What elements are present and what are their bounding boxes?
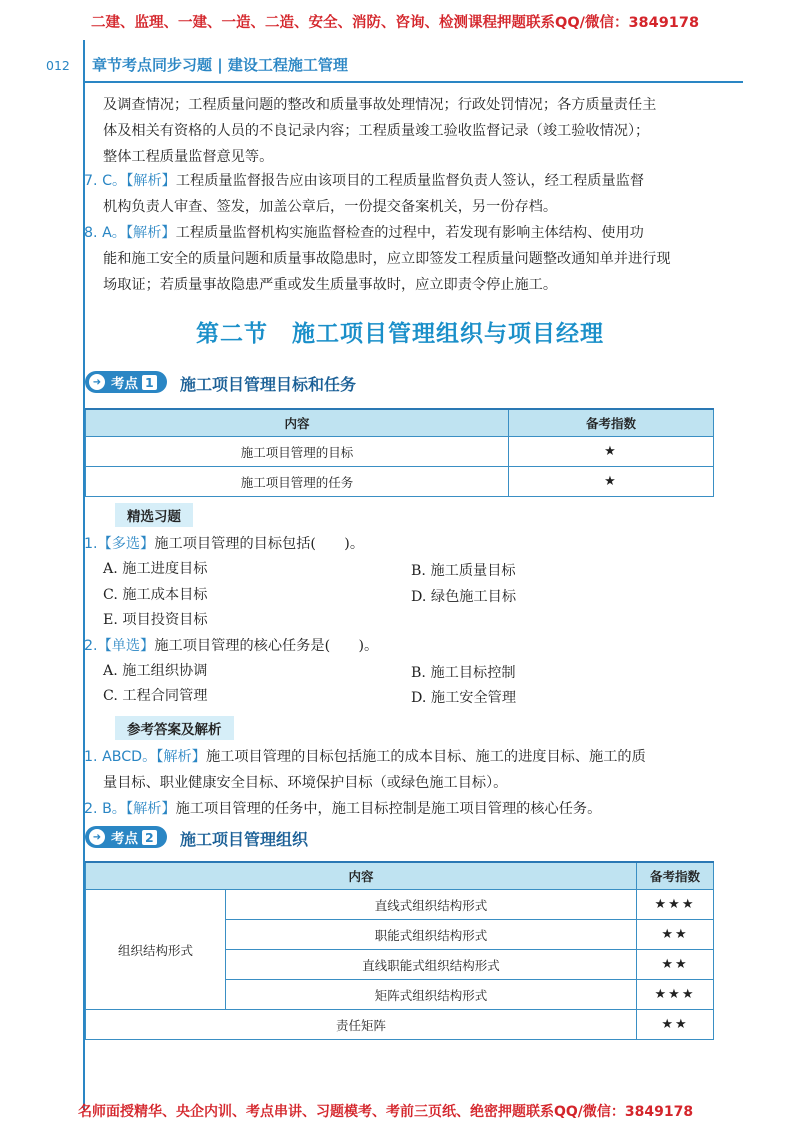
option-d: D. 施工安全管理 bbox=[411, 690, 517, 706]
arrow-icon: ➜ bbox=[89, 829, 105, 845]
table-cell-content: 职能式组织结构形式 bbox=[226, 920, 637, 950]
table-cell-content: 直线式组织结构形式 bbox=[226, 890, 637, 920]
answer-number: 2. bbox=[84, 801, 98, 817]
table-header-index: 备考指数 bbox=[637, 862, 714, 890]
option-c: C. 施工成本目标 bbox=[103, 587, 208, 603]
option-b: B. 施工目标控制 bbox=[411, 665, 516, 681]
table-row bbox=[86, 467, 714, 497]
table-header-content: 内容 bbox=[86, 409, 509, 437]
question-stem: 施工项目管理的目标包括( )。 bbox=[154, 536, 365, 552]
star-rating: ★★★ bbox=[637, 890, 714, 920]
top-ad-banner: 二建、监理、一建、一造、二造、安全、消防、咨询、检测课程押题联系QQ/微信：3849178 bbox=[91, 15, 700, 31]
star-rating: ★★★ bbox=[637, 980, 714, 1010]
kaodian-number: 2 bbox=[142, 830, 157, 845]
running-header-title: 章节考点同步习题 | 建设工程施工管理 bbox=[92, 56, 348, 74]
option-b: B. 施工质量目标 bbox=[411, 563, 516, 579]
question-stem: 施工项目管理的核心任务是( )。 bbox=[154, 638, 379, 654]
answer-item-1 bbox=[84, 744, 646, 796]
kaodian-label: 考点 bbox=[111, 376, 138, 392]
question-number: 2. bbox=[84, 638, 98, 654]
answer-number: 1. bbox=[84, 749, 98, 765]
table-cell-content: 矩阵式组织结构形式 bbox=[226, 980, 637, 1010]
exercise-section-label: 精选习题 bbox=[115, 503, 193, 527]
answer-item-7 bbox=[84, 168, 644, 220]
question-type: 【多选】 bbox=[97, 536, 155, 552]
table-row bbox=[86, 890, 714, 920]
table-header-content: 内容 bbox=[86, 862, 637, 890]
answer-text: 机构负责人审查、签发，加盖公章后，一份提交备案机关，另一份存档。 bbox=[103, 199, 558, 215]
table-group-label: 组织结构形式 bbox=[86, 890, 226, 1010]
answer-item-8 bbox=[84, 220, 671, 298]
kaodian-label: 考点 bbox=[111, 831, 138, 847]
intro-paragraph bbox=[103, 92, 656, 170]
kaodian-2-badge bbox=[85, 826, 167, 848]
answer-text: 场取证；若质量事故隐患严重或发生质量事故时，应立即责令停止施工。 bbox=[103, 277, 558, 293]
table-cell-content: 施工项目管理的目标 bbox=[86, 437, 509, 467]
answer-text: 工程质量监督报告应由该项目的工程质量监督负责人签认，经工程质量监督 bbox=[175, 173, 645, 189]
table-cell-content: 责任矩阵 bbox=[86, 1010, 637, 1040]
question-type: 【单选】 bbox=[97, 638, 155, 654]
star-rating: ★★ bbox=[637, 1010, 714, 1040]
header-rule bbox=[83, 81, 743, 83]
star-rating: ★ bbox=[509, 467, 714, 497]
question-number: 1. bbox=[84, 536, 98, 552]
star-rating: ★★ bbox=[637, 950, 714, 980]
paragraph-line: 整体工程质量监督意见等。 bbox=[103, 149, 274, 165]
answer-text: 工程质量监督机构实施监督检查的过程中，若发现有影响主体结构、使用功 bbox=[175, 225, 644, 241]
paragraph-line: 及调查情况；工程质量问题的整改和质量事故处理情况；行政处罚情况；各方质量责任主 bbox=[103, 97, 657, 113]
answer-key: ABCD。 bbox=[102, 749, 157, 765]
bottom-ad-banner: 名师面授精华、央企内训、考点串讲、习题模考、考前三页纸、绝密押题联系QQ/微信：3849178 bbox=[78, 1104, 694, 1120]
answer-text: 施工项目管理的任务中，施工目标控制是施工项目管理的核心任务。 bbox=[175, 801, 602, 817]
analysis-tag: 【解析】 bbox=[126, 173, 176, 189]
arrow-icon: ➜ bbox=[89, 374, 105, 390]
answer-text: 量目标、职业健康安全目标、环境保护目标（或绿色施工目标）。 bbox=[103, 775, 508, 791]
star-rating: ★ bbox=[509, 437, 714, 467]
answer-text: 能和施工安全的质量问题和质量事故隐患时，应立即签发工程质量问题整改通知单并进行现 bbox=[103, 251, 671, 267]
option-e: E. 项目投资目标 bbox=[103, 612, 208, 628]
table-row bbox=[86, 1010, 714, 1040]
kaodian-2-title: 施工项目管理组织 bbox=[180, 830, 309, 849]
section-title: 第二节 施工项目管理组织与项目经理 bbox=[196, 320, 604, 347]
option-a: A. 施工组织协调 bbox=[103, 663, 208, 679]
kaodian-1-badge bbox=[85, 371, 167, 393]
option-c: C. 工程合同管理 bbox=[103, 688, 208, 704]
star-rating: ★★ bbox=[637, 920, 714, 950]
table-header-index: 备考指数 bbox=[509, 409, 714, 437]
paragraph-line: 体及相关有资格的人员的不良记录内容；工程质量竣工验收监督记录（竣工验收情况）； bbox=[103, 123, 650, 139]
kaodian-2-table bbox=[85, 861, 714, 1040]
answer-number: 8. bbox=[84, 225, 98, 241]
table-cell-content: 直线职能式组织结构形式 bbox=[226, 950, 637, 980]
answer-key: A。 bbox=[102, 225, 126, 241]
table-cell-content: 施工项目管理的任务 bbox=[86, 467, 509, 497]
option-d: D. 绿色施工目标 bbox=[411, 589, 517, 605]
analysis-tag: 【解析】 bbox=[125, 801, 176, 817]
question-1 bbox=[84, 533, 364, 553]
option-a: A. 施工进度目标 bbox=[103, 561, 208, 577]
answer-key: B。 bbox=[102, 801, 126, 817]
analysis-tag: 【解析】 bbox=[125, 225, 176, 241]
answer-key: C。 bbox=[102, 173, 127, 189]
kaodian-1-title: 施工项目管理目标和任务 bbox=[180, 375, 357, 394]
kaodian-number: 1 bbox=[142, 375, 157, 390]
answers-section-label: 参考答案及解析 bbox=[115, 716, 234, 740]
answer-item-2 bbox=[84, 796, 601, 822]
page-number: 012 bbox=[46, 58, 70, 73]
table-row bbox=[86, 437, 714, 467]
answer-number: 7. bbox=[84, 173, 98, 189]
kaodian-1-table bbox=[85, 408, 714, 497]
analysis-tag: 【解析】 bbox=[156, 749, 206, 765]
question-2 bbox=[84, 635, 378, 655]
answer-text: 施工项目管理的目标包括施工的成本目标、施工的进度目标、施工的质 bbox=[205, 749, 646, 765]
